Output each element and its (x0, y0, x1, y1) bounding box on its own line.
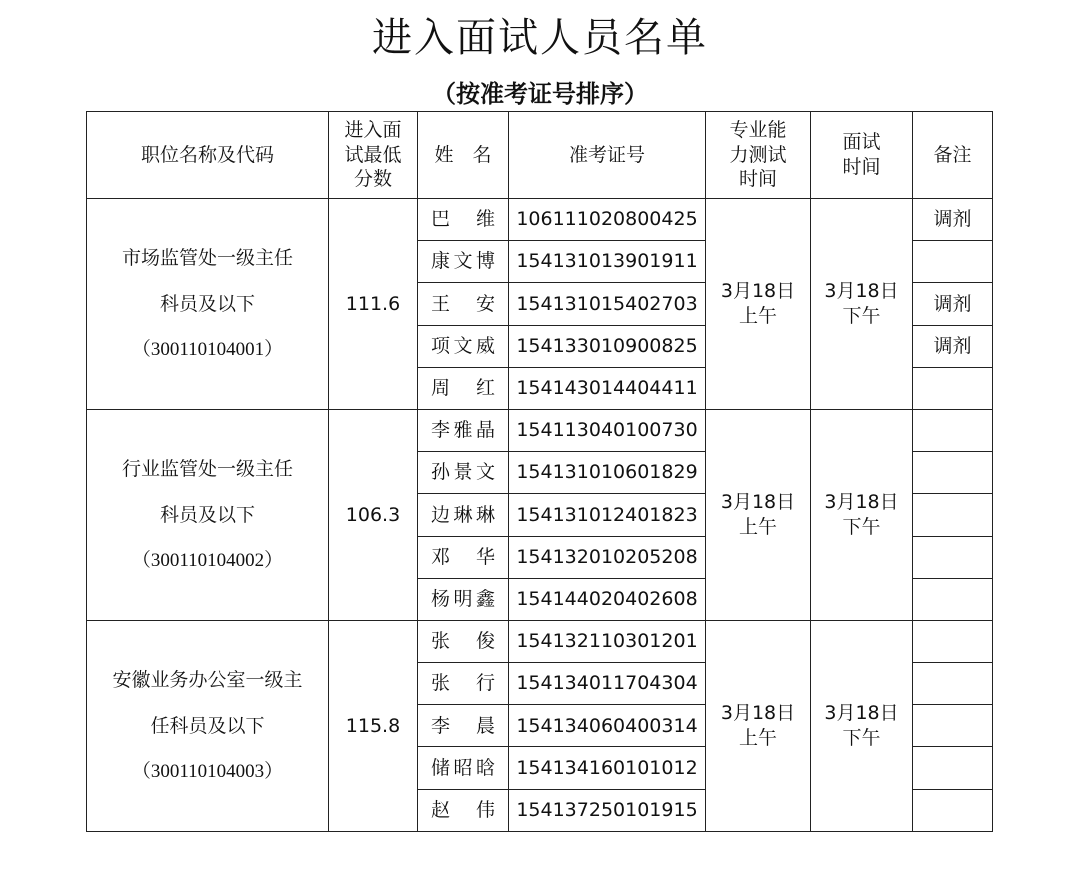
candidate-name-cell (418, 325, 509, 367)
interview-date: 3月18日 (824, 491, 899, 514)
remark-cell: 调剂 (913, 199, 993, 241)
remark-cell (913, 578, 993, 620)
header-interview-line: 面试 (842, 131, 881, 154)
header-exam-id: 准考证号 (509, 112, 706, 199)
remark-cell (913, 789, 993, 831)
remark-cell (913, 747, 993, 789)
remark-cell (913, 452, 993, 494)
remark-cell: 调剂 (913, 325, 993, 367)
exam-id-cell: 154132110301201 (509, 620, 706, 662)
candidate-name-cell (418, 452, 509, 494)
header-remark: 备注 (913, 112, 993, 199)
ability-test-date: 3月18日 (720, 280, 796, 303)
exam-id-cell: 106111020800425 (509, 199, 706, 241)
header-ability-line: 力测试 (729, 143, 787, 166)
candidate-name: 巴维 (431, 208, 495, 231)
candidate-name-cell (418, 367, 509, 409)
candidate-name-cell (418, 789, 509, 831)
position-code: （300110104003） (131, 760, 284, 782)
candidate-name: 赵伟 (431, 798, 495, 821)
interview-period: 下午 (842, 726, 881, 749)
candidate-name: 孙景文 (431, 461, 495, 484)
position-cell (87, 409, 329, 620)
candidate-name-cell (418, 494, 509, 536)
header-name: 姓 名 (418, 112, 509, 199)
exam-id-cell: 154134060400314 (509, 705, 706, 747)
position-code: （300110104002） (131, 549, 284, 571)
remark-cell (913, 409, 993, 451)
remark-cell (913, 241, 993, 283)
remark-cell (913, 367, 993, 409)
candidate-name-cell (418, 199, 509, 241)
ability-test-period: 上午 (738, 515, 777, 538)
position-name-line: 科员及以下 (159, 292, 255, 315)
ability-test-time-cell (706, 409, 811, 620)
candidate-name: 康文博 (431, 250, 495, 273)
exam-id-cell: 154131013901911 (509, 241, 706, 283)
page-title: 进入面试人员名单 (372, 15, 708, 61)
interview-date: 3月18日 (824, 280, 899, 303)
header-min-score-line: 进入面 (344, 118, 402, 141)
exam-id-cell: 154137250101915 (509, 789, 706, 831)
ability-test-period: 上午 (738, 726, 777, 749)
ability-test-time-cell (706, 620, 811, 831)
position-name-line: 任科员及以下 (150, 714, 265, 737)
interview-time-cell (811, 199, 913, 410)
ability-test-date: 3月18日 (720, 491, 796, 514)
candidate-name-cell (418, 705, 509, 747)
candidate-name-cell (418, 620, 509, 662)
header-ability-line: 时间 (738, 168, 777, 191)
position-name-line: 科员及以下 (159, 503, 255, 526)
exam-id-cell: 154143014404411 (509, 367, 706, 409)
header-position: 职位名称及代码 (87, 112, 329, 199)
exam-id-cell: 154131012401823 (509, 494, 706, 536)
header-min-score (329, 112, 418, 199)
candidate-name-cell (418, 241, 509, 283)
min-score-cell: 106.3 (329, 409, 418, 620)
exam-id-cell: 154134011704304 (509, 663, 706, 705)
header-ability-test-time (706, 112, 811, 199)
exam-id-cell: 154133010900825 (509, 325, 706, 367)
candidate-name: 储昭晗 (431, 756, 495, 779)
table-row (87, 409, 993, 451)
interview-time-cell (811, 409, 913, 620)
page-subtitle: （按准考证号排序） (432, 80, 648, 108)
header-interview-line: 时间 (842, 156, 881, 178)
remark-cell (913, 705, 993, 747)
interview-time-cell (811, 620, 913, 831)
table-row (87, 620, 993, 662)
position-cell (87, 620, 329, 831)
candidate-name-cell (418, 747, 509, 789)
interview-period: 下午 (842, 515, 881, 538)
exam-id-cell: 154132010205208 (509, 536, 706, 578)
header-min-score-line: 分数 (353, 168, 392, 191)
remark-cell: 调剂 (913, 283, 993, 325)
header-ability-line: 专业能 (729, 118, 787, 141)
position-name-line: 市场监管处一级主任 (121, 246, 293, 269)
remark-cell (913, 536, 993, 578)
candidate-name: 周红 (431, 377, 495, 399)
ability-test-period: 上午 (738, 304, 777, 327)
exam-id-cell: 154134160101012 (509, 747, 706, 789)
exam-id-cell: 154144020402608 (509, 578, 706, 620)
position-name-line: 安徽业务办公室一级主 (112, 668, 303, 691)
position-name-line: 行业监管处一级主任 (121, 457, 293, 480)
remark-cell (913, 494, 993, 536)
ability-test-date: 3月18日 (720, 702, 796, 725)
candidate-name: 王安 (431, 292, 495, 315)
candidate-name-cell (418, 283, 509, 325)
interview-date: 3月18日 (824, 702, 899, 725)
exam-id-cell: 154113040100730 (509, 409, 706, 451)
candidate-name: 李晨 (431, 714, 495, 737)
remark-cell (913, 620, 993, 662)
remark-cell (913, 663, 993, 705)
candidate-name: 杨明鑫 (431, 587, 495, 610)
candidate-name-cell (418, 409, 509, 451)
header-row (87, 112, 993, 199)
table-row (87, 199, 993, 241)
candidate-name: 张行 (431, 672, 495, 695)
min-score-cell: 111.6 (329, 199, 418, 410)
candidate-table (86, 111, 993, 832)
min-score-cell: 115.8 (329, 620, 418, 831)
candidate-name-cell (418, 578, 509, 620)
ability-test-time-cell (706, 199, 811, 410)
candidate-name: 邓华 (431, 545, 495, 568)
candidate-name-cell (418, 663, 509, 705)
candidate-name: 李雅晶 (431, 419, 495, 442)
candidate-name: 边琳琳 (431, 503, 495, 526)
candidate-name: 项文威 (431, 334, 495, 357)
candidate-name: 张俊 (431, 630, 495, 653)
exam-id-cell: 154131015402703 (509, 283, 706, 325)
exam-id-cell: 154131010601829 (509, 452, 706, 494)
header-min-score-line: 试最低 (344, 143, 402, 166)
position-cell (87, 199, 329, 410)
interview-period: 下午 (842, 304, 881, 327)
candidate-name-cell (418, 536, 509, 578)
position-code: （300110104001） (131, 338, 284, 360)
header-interview-time (811, 112, 913, 199)
